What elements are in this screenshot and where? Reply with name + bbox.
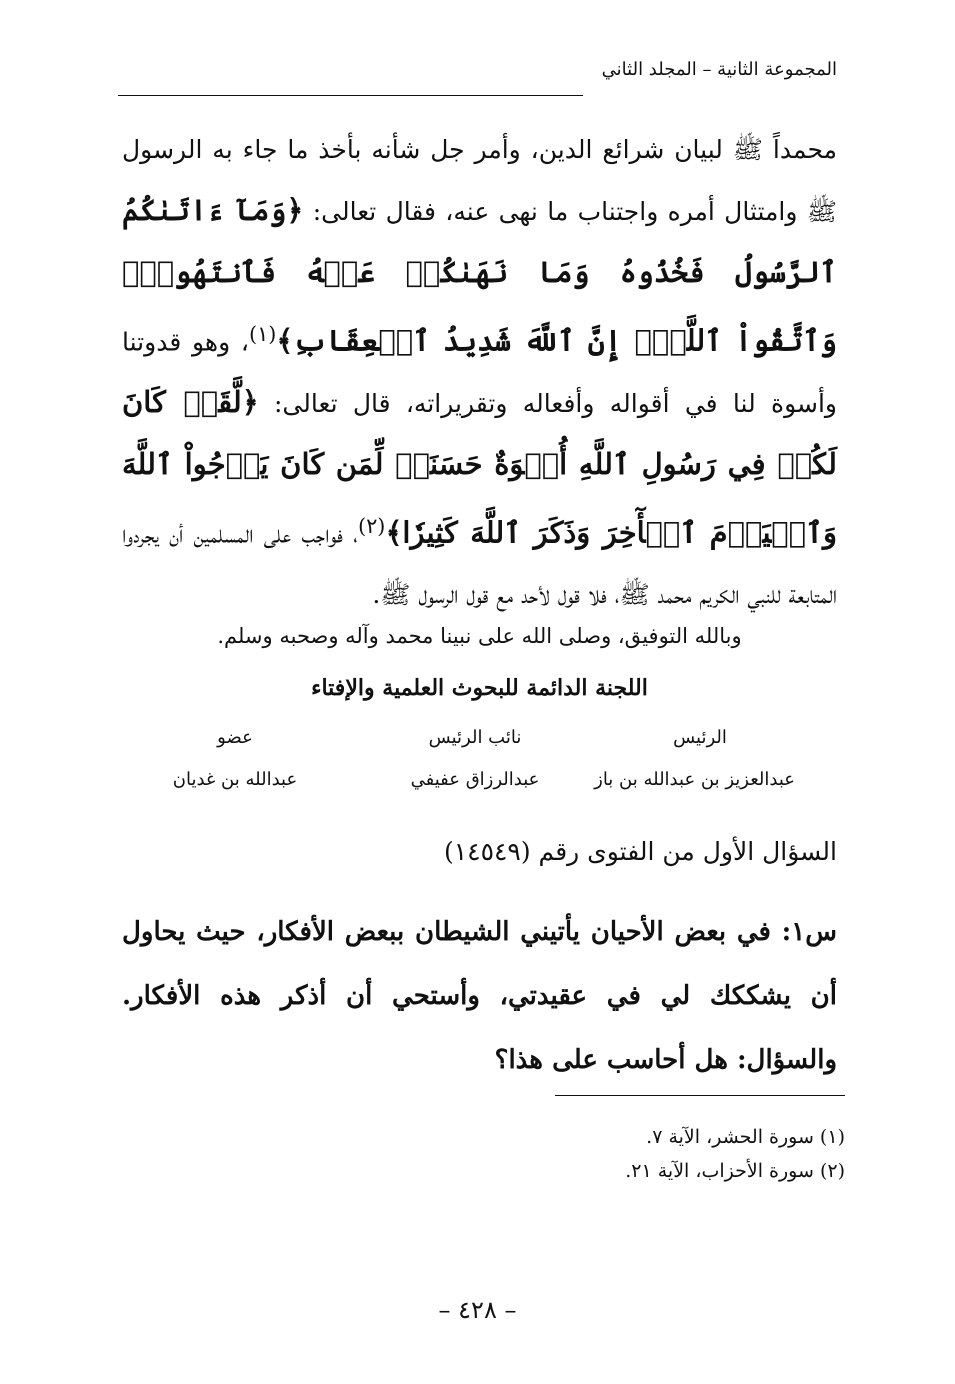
committee-title: اللجنة الدائمة للبحوث العلمية والإفتاء: [311, 675, 648, 701]
running-header: المجموعة الثانية – المجلد الثاني: [601, 59, 837, 80]
signatory-role: نائب الرئيس: [428, 727, 522, 748]
footnote-ref-2: (٢): [357, 514, 386, 539]
signatory-president: [594, 720, 795, 798]
footnotes: [625, 1120, 845, 1188]
body-paragraph: [122, 120, 837, 625]
question-text: [122, 900, 837, 1092]
signatory-role: عضو: [217, 727, 253, 748]
body-text: [122, 120, 837, 625]
footnote-rule: [555, 1095, 845, 1096]
footnote-1: (١) سورة الحشر، الآية ٧.: [646, 1126, 845, 1148]
footnote-2: (٢) سورة الأحزاب، الآية ٢١.: [625, 1160, 845, 1182]
header-rule: [118, 95, 583, 96]
signatory-vice-president: [360, 720, 590, 798]
page-number: – ٤٢٨ –: [438, 1296, 517, 1324]
question-paragraph: س١: في بعض الأحيان يأتيني الشيطان ببعض الأفكار، حيث يحاول أن يشككك لي في عقيدتي، وأستحي أن أذكر هذه الأفكار. والسؤال: هل أحاسب على هذا؟: [122, 917, 837, 1075]
quran-quote-1: ﴿وَمَآ ءَاتَىٰكُمُ ٱلرَّسُولُ فَخُذُوهُ وَمَا نَهَىٰكُمۡ عَنۡهُ فَٱنتَهُواْۚ وَٱتَّقُواْ ٱللَّهَۖ إِنَّ ٱللَّهَ شَدِيدُ ٱلۡعِقَابِ﴾: [122, 193, 837, 358]
body-text-part-2: ، وهو قدوتنا وأسوة لنا في أقواله وأفعاله وتقريراته، قال تعالى:: [122, 327, 837, 419]
closing-line: وبالله التوفيق، وصلى الله على نبينا محمد وآله وصحبه وسلم.: [217, 624, 742, 648]
body-text-part-1: محمداً ﷺ لبيان شرائع الدين، وأمر جل شأنه بأخذ ما جاء به الرسول ﷺ وامتثال أمره واجتناب ما نهى عنه، فقال تعالى:: [122, 135, 837, 226]
fatwa-heading: السؤال الأول من الفتوى رقم (١٤٥٤٩): [443, 837, 837, 866]
signatory-name: عبدالعزيز بن عبدالله بن باز: [594, 769, 795, 790]
signatory-member: [110, 720, 360, 798]
signatory-role: الرئيس: [673, 727, 727, 748]
body-text-part-3: ، فواجب على المسلمين أن يجردوا المتابعة للنبي الكريم محمد ﷺ، فلا قول لأحد مع قول الرسول ﷺ.: [122, 519, 837, 609]
footnote-ref-1: (١): [248, 322, 277, 346]
signatory-name: عبدالله بن غديان: [172, 769, 298, 790]
quran-quote-2: ﴿لَّقَدۡ كَانَ لَكُمۡ فِي رَسُولِ ٱللَّهِ أُسۡوَةٌ حَسَنَةٞ لِّمَن كَانَ يَرۡجُواْ ٱللَّهَ وَٱلۡيَوۡمَ ٱلۡأٓخِرَ وَذَكَرَ ٱللَّهَ كَثِيرٗا﴾: [122, 385, 837, 550]
signatory-name: عبدالرزاق عفيفي: [410, 769, 540, 790]
